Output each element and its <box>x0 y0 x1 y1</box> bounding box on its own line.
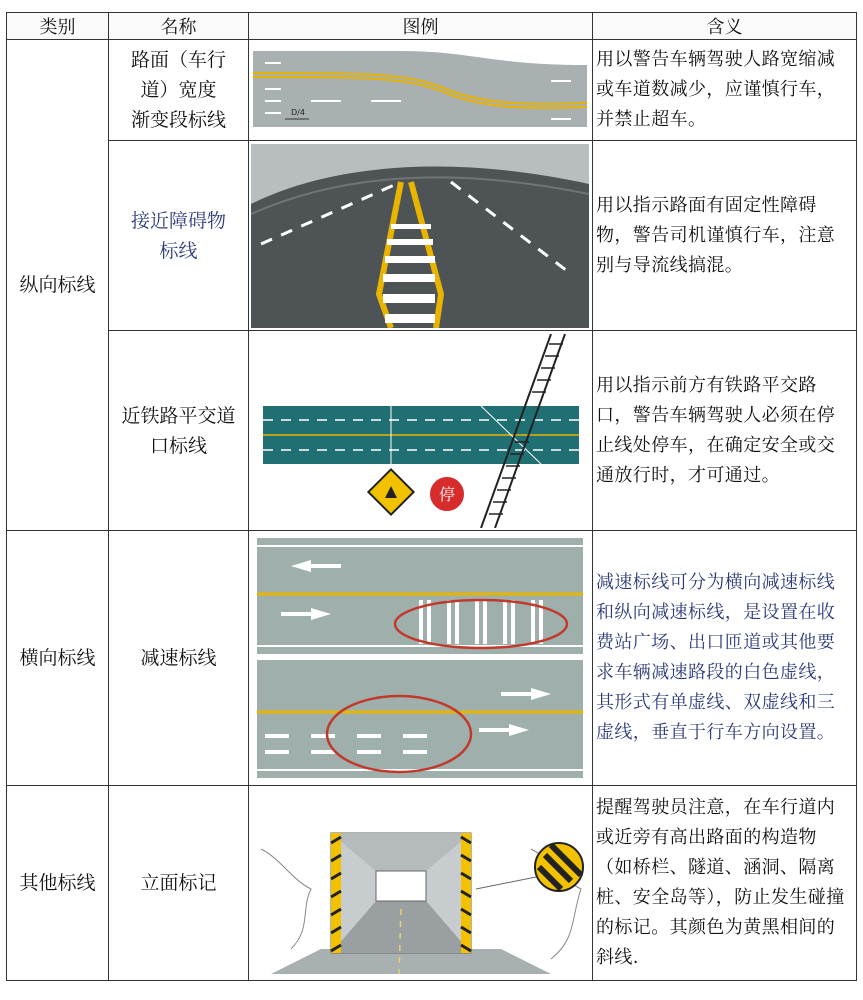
name-line: 标线 <box>159 239 198 262</box>
example-image-cell <box>249 531 593 786</box>
header-example: 图例 <box>249 13 593 40</box>
example-image-cell <box>249 331 593 531</box>
name-line: 路面（车行 <box>130 49 226 71</box>
stop-sign-icon <box>429 476 465 512</box>
category-other: 其他标线 <box>7 786 109 981</box>
meaning-cell <box>593 531 857 786</box>
hazard-circle-icon <box>535 843 583 891</box>
meaning-cell: 用以指示路面有固定性障碍物，警告司机谨慎行车，注意别与导流线搞混。 <box>593 141 857 331</box>
name-cell <box>109 531 249 786</box>
name-cell <box>109 141 249 331</box>
category-transverse: 横向标线 <box>7 531 109 786</box>
header-category: 类别 <box>7 13 109 40</box>
meaning-text: 减速标线可分为横向减速标线和纵向减速标线，是设置在收费站广场、出口匝道或其他要求车辆减速路段的白色虚线，其形式有单虚线、双虚线和三虚线，垂直于行车方向设置。 <box>596 572 836 743</box>
lane-taper-illustration <box>251 43 589 137</box>
name-line: 接近障碍物 <box>130 209 226 232</box>
header-name: 名称 <box>109 13 249 40</box>
name-line: 渐变段标线 <box>130 109 226 131</box>
name-cell <box>109 331 249 531</box>
name-line: 近铁路平交道 <box>121 404 236 427</box>
railway-crossing-illustration <box>251 334 589 528</box>
meaning-cell: 用以指示前方有铁路平交路口，警告车辆驾驶人必须在停止线处停车，在确定安全或交通放行时，才可通过。 <box>593 331 857 531</box>
category-longitudinal: 纵向标线 <box>7 40 109 531</box>
example-image-cell <box>249 40 593 141</box>
stop-sign-label: 停 <box>438 484 456 504</box>
example-image-cell <box>249 786 593 981</box>
table-row <box>7 331 857 531</box>
header-meaning: 含义 <box>593 13 857 40</box>
table-header-row <box>7 13 857 40</box>
obstacle-approach-illustration <box>251 144 589 328</box>
deceleration-marking-illustration <box>251 534 589 783</box>
elevation-marking-illustration <box>251 789 589 978</box>
name-line: 道）宽度 <box>140 79 217 101</box>
name-line: 立面标记 <box>140 872 217 894</box>
name-line: 减速标线 <box>140 647 217 669</box>
name-cell <box>109 786 249 981</box>
hazard-stripe-right <box>461 833 471 953</box>
meaning-cell: 用以警告车辆驾驶人路宽缩减或车道数减少，应谨慎行车，并禁止超车。 <box>593 40 857 141</box>
dimension-label: D/4 <box>291 108 305 117</box>
table-row <box>7 40 857 141</box>
name-line: 口标线 <box>149 434 207 457</box>
table-row <box>7 531 857 786</box>
road-marking-table <box>6 12 857 981</box>
meaning-cell: 提醒驾驶员注意，在车行道内或近旁有高出路面的构造物（如桥栏、隧道、涵洞、隔离桩、安全岛等），防止发生碰撞的标记。其颜色为黄黑相间的斜线. <box>593 786 857 981</box>
hazard-stripe-left <box>331 833 341 953</box>
example-image-cell <box>249 141 593 331</box>
name-cell <box>109 40 249 141</box>
table-row <box>7 141 857 331</box>
table-row <box>7 786 857 981</box>
